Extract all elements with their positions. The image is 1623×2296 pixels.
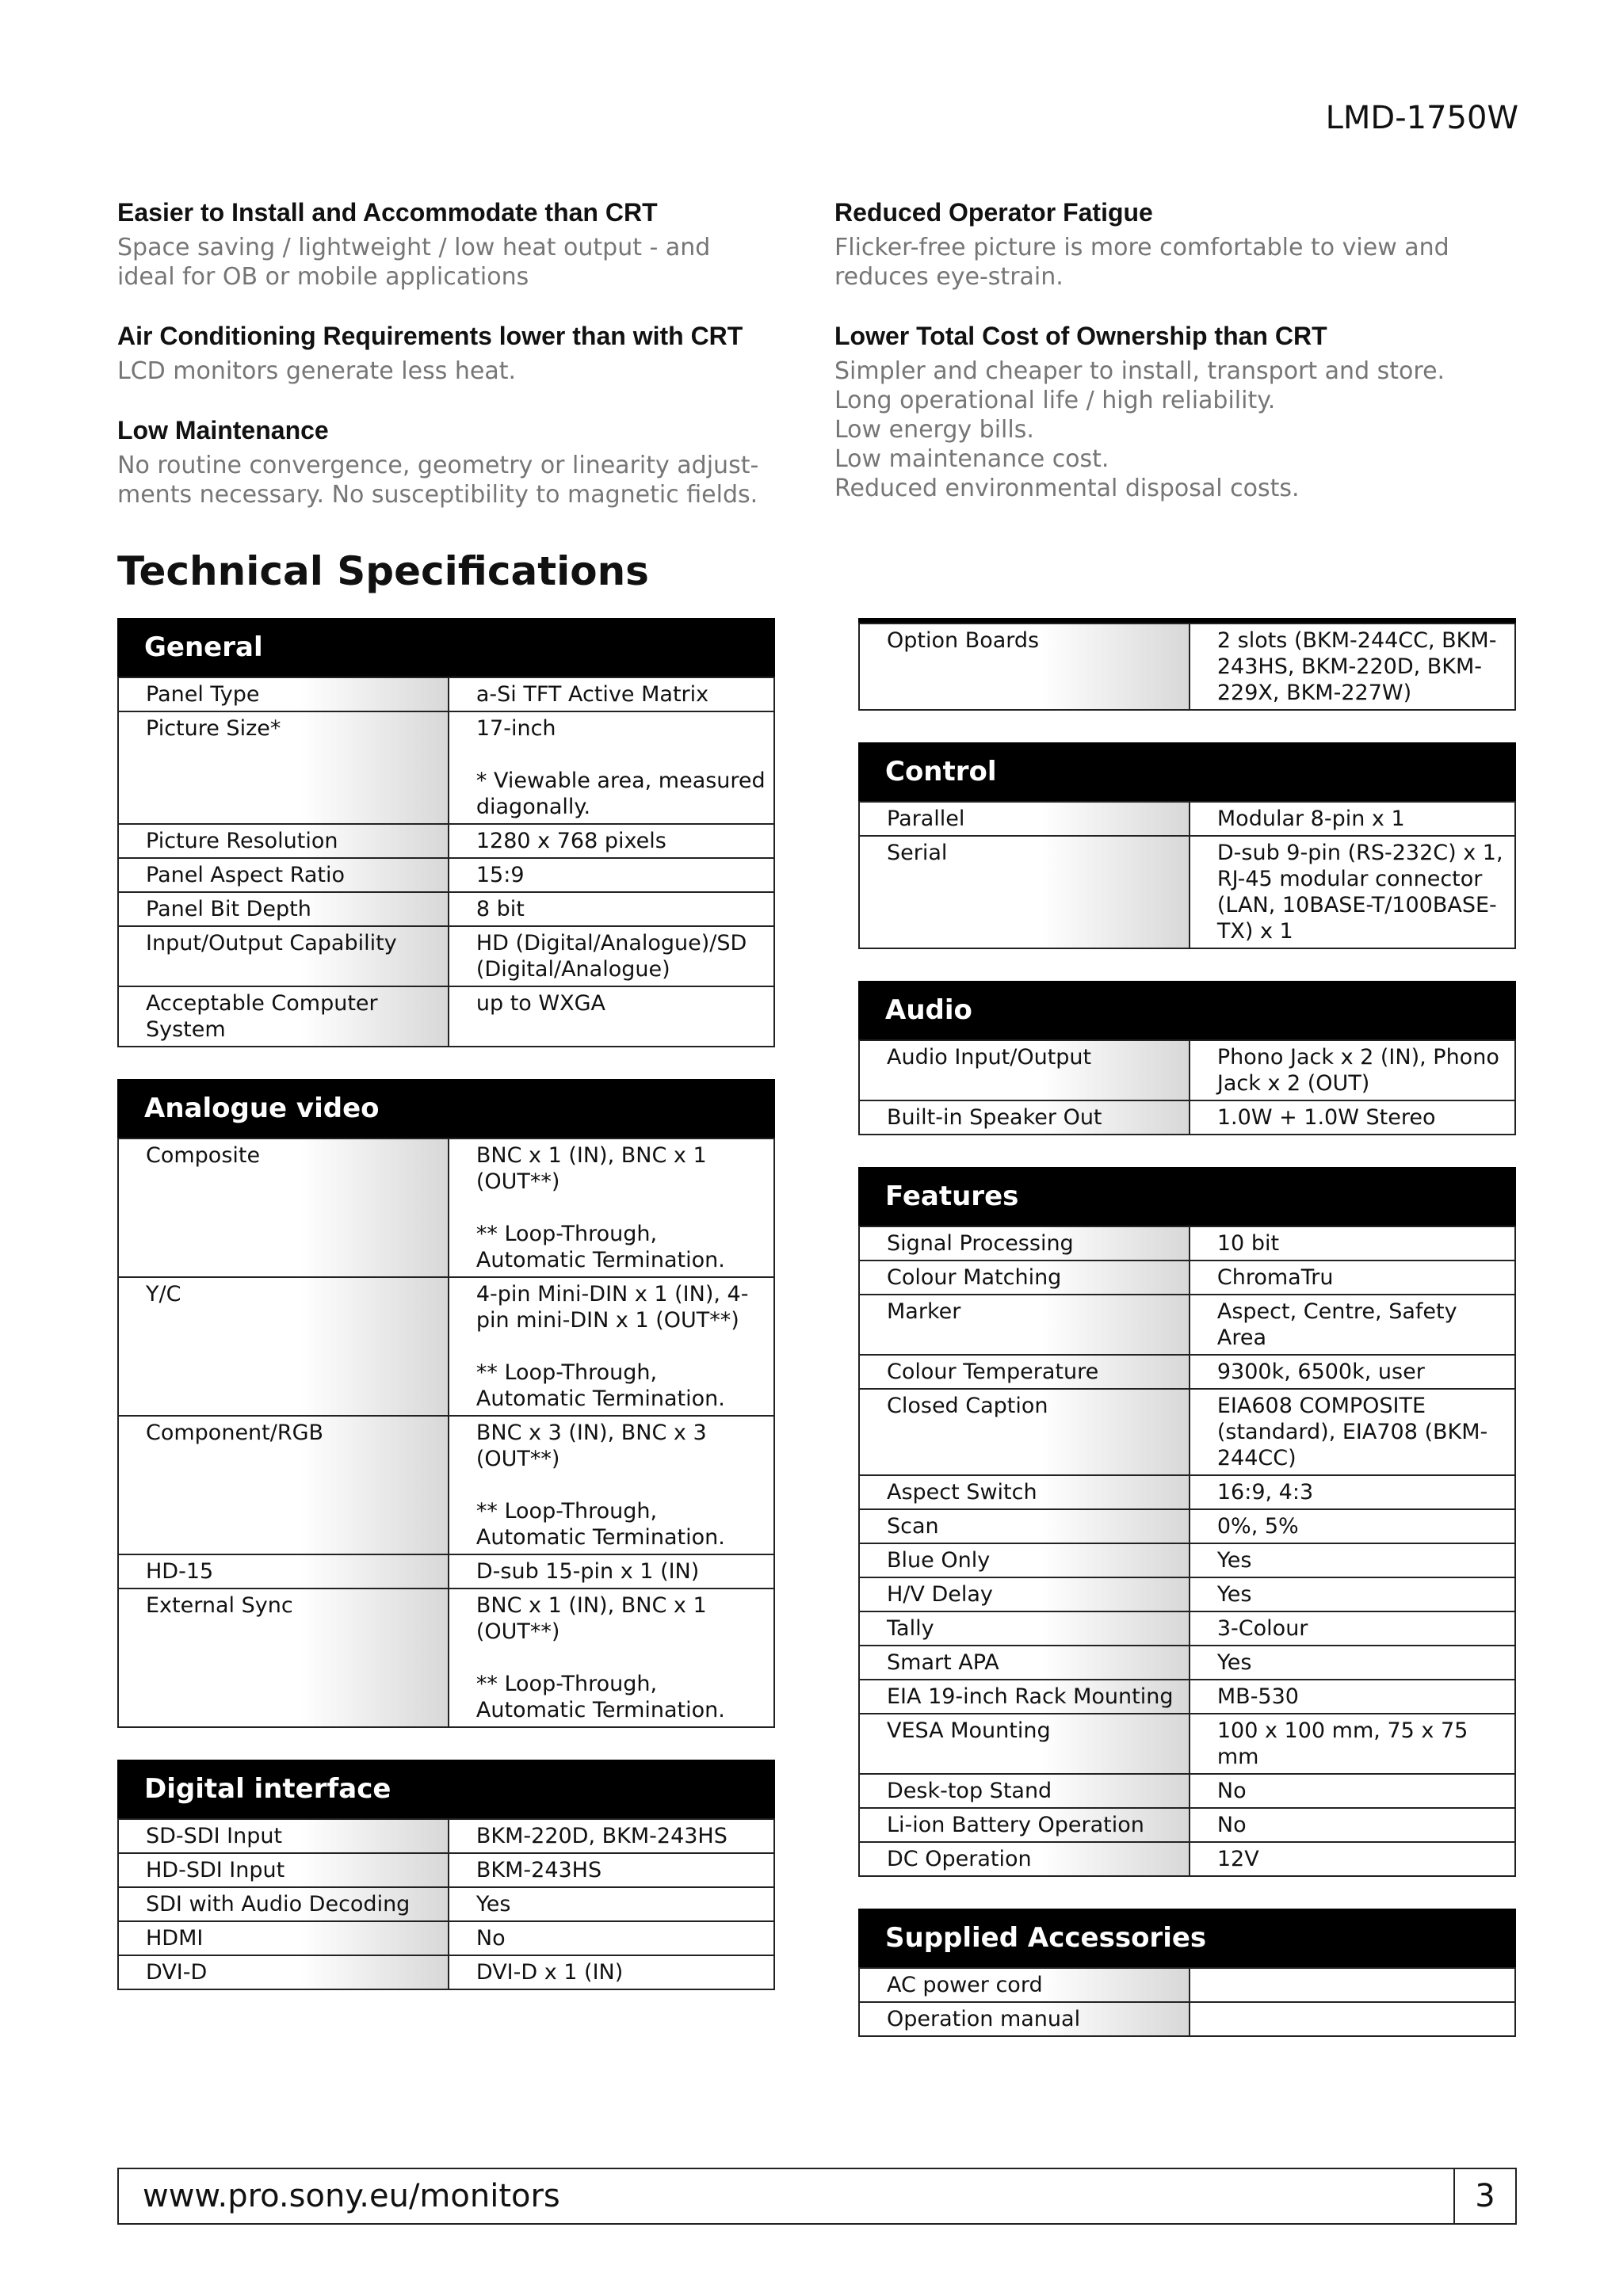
spec-value-cell [449, 1138, 774, 1277]
spec-label: Colour Temperature [859, 1355, 1190, 1389]
spec-value: Yes [1216, 1582, 1252, 1607]
spec-value: 1.0W + 1.0W Stereo [1216, 1105, 1436, 1130]
spec-value: D-sub 15-pin x 1 (IN) [475, 1559, 700, 1584]
spec-label: Panel Type [118, 677, 449, 711]
spec-label: Li-ion Battery Operation [859, 1808, 1190, 1842]
spec-label: AC power cord [859, 1968, 1190, 2002]
feature-item [117, 320, 799, 386]
feature-item [117, 414, 799, 509]
spec-row [118, 677, 774, 711]
spec-value: DVI-D x 1 (IN) [475, 1960, 624, 1985]
feature-text-line: Low maintenance cost. [834, 445, 1109, 473]
spec-value-cell [449, 824, 774, 858]
spec-value: 17-inch [475, 716, 556, 741]
spec-value: HD (Digital/Analogue)/SD (Digital/Analogue) [475, 931, 747, 982]
spec-row [859, 1577, 1515, 1611]
spec-value-cell [1190, 624, 1515, 710]
spec-row [859, 1774, 1515, 1808]
spec-label: SDI with Audio Decoding [118, 1887, 449, 1921]
spec-label: Built-in Speaker Out [859, 1100, 1190, 1135]
spec-value-cell [1190, 1611, 1515, 1646]
spec-row [859, 1680, 1515, 1714]
section-heading: General [117, 618, 775, 677]
spec-label: Operation manual [859, 2002, 1190, 2036]
spec-label: Input/Output Capability [118, 926, 449, 986]
spec-row [859, 1808, 1515, 1842]
spec-label: SD-SDI Input [118, 1819, 449, 1853]
spec-table [858, 623, 1516, 711]
spec-label: Marker [859, 1295, 1190, 1355]
spec-value: 10 bit [1216, 1231, 1280, 1256]
spec-value-cell [1190, 1543, 1515, 1577]
spec-value: Yes [1216, 1650, 1252, 1675]
spec-table [858, 1039, 1516, 1135]
spec-value: BNC x 3 (IN), BNC x 3 (OUT**) [475, 1421, 707, 1471]
spec-value: Phono Jack x 2 (IN), Phono Jack x 2 (OUT) [1216, 1045, 1499, 1096]
spec-row [118, 986, 774, 1047]
feature-text-line: ideal for OB or mobile applications [117, 263, 529, 291]
feature-heading: Low Maintenance [117, 416, 329, 444]
spec-value-cell [1190, 1261, 1515, 1295]
spec-table [858, 1967, 1516, 2037]
spec-value: 0%, 5% [1216, 1514, 1299, 1539]
section-digital-interface [117, 1760, 775, 1990]
spec-value: MB-530 [1216, 1684, 1299, 1709]
spec-label: Acceptable Computer System [118, 986, 449, 1047]
spec-value: a-Si TFT Active Matrix [475, 682, 709, 707]
spec-value-cell [1190, 1295, 1515, 1355]
spec-value-cell [1190, 1968, 1515, 2002]
spec-value-cell [449, 711, 774, 824]
feature-text-line: Long operational life / high reliability. [834, 387, 1276, 414]
section-heading: Control [858, 742, 1516, 801]
spec-label: Tally [859, 1611, 1190, 1646]
section-analogue-video [117, 1079, 775, 1728]
spec-label: DVI-D [118, 1955, 449, 1989]
spec-row [118, 1589, 774, 1727]
spec-value: 16:9, 4:3 [1216, 1480, 1314, 1505]
spec-row [859, 836, 1515, 948]
spec-label: Blue Only [859, 1543, 1190, 1577]
footer-url-link[interactable]: www.pro.sony.eu/monitors [143, 2178, 560, 2214]
spec-note: ** Loop-Through, Automatic Termination. [475, 1222, 725, 1272]
spec-value: No [1216, 1813, 1247, 1837]
spec-row [859, 1646, 1515, 1680]
spec-row [859, 802, 1515, 836]
spec-value: BKM-243HS [475, 1858, 602, 1882]
spec-row [118, 1416, 774, 1554]
feature-heading: Air Conditioning Requirements lower than with CRT [117, 322, 743, 350]
section-supplied-accessories [858, 1909, 1516, 2037]
spec-table [858, 801, 1516, 949]
spec-row [859, 1040, 1515, 1100]
spec-value: 100 x 100 mm, 75 x 75 mm [1216, 1718, 1468, 1769]
spec-value: 8 bit [475, 897, 525, 921]
spec-row [859, 1611, 1515, 1646]
spec-row [859, 1355, 1515, 1389]
spec-row [859, 1389, 1515, 1475]
spec-label: HD-15 [118, 1554, 449, 1589]
feature-text-line: reduces eye-strain. [834, 263, 1064, 291]
spec-row [859, 1543, 1515, 1577]
spec-value-cell [449, 1554, 774, 1589]
spec-label: Audio Input/Output [859, 1040, 1190, 1100]
spec-value-cell [449, 986, 774, 1047]
feature-text-line: No routine convergence, geometry or linearity adjust- [117, 452, 759, 479]
spec-value: up to WXGA [475, 991, 605, 1016]
spec-row [118, 1955, 774, 1989]
spec-label: Panel Bit Depth [118, 892, 449, 926]
spec-label: Desk-top Stand [859, 1774, 1190, 1808]
spec-value-cell [1190, 2002, 1515, 2036]
spec-label: EIA 19-inch Rack Mounting [859, 1680, 1190, 1714]
spec-row [859, 1842, 1515, 1876]
spec-value-cell [1190, 1714, 1515, 1774]
spec-value: Yes [475, 1892, 511, 1917]
feature-heading: Reduced Operator Fatigue [834, 198, 1153, 227]
spec-value-cell [449, 892, 774, 926]
spec-row [859, 1100, 1515, 1135]
spec-value-cell [1190, 1577, 1515, 1611]
features-right-column [834, 196, 1516, 538]
spec-row [118, 1819, 774, 1853]
spec-label: Signal Processing [859, 1226, 1190, 1261]
spec-value: BNC x 1 (IN), BNC x 1 (OUT**) [475, 1143, 707, 1194]
spec-row [118, 926, 774, 986]
spec-label: External Sync [118, 1589, 449, 1727]
spec-label: DC Operation [859, 1842, 1190, 1876]
spec-value-cell [449, 1277, 774, 1416]
section-heading: Digital interface [117, 1760, 775, 1818]
spec-row [118, 892, 774, 926]
spec-label: Picture Size* [118, 711, 449, 824]
feature-heading: Easier to Install and Accommodate than CRT [117, 198, 658, 227]
section-option-boards [858, 618, 1516, 711]
feature-item [834, 320, 1516, 503]
spec-row [859, 1509, 1515, 1543]
spec-label: Scan [859, 1509, 1190, 1543]
spec-value: ChromaTru [1216, 1265, 1334, 1290]
model-name: LMD-1750W [1325, 100, 1518, 136]
feature-text-line: ments necessary. No susceptibility to magnetic fields. [117, 481, 758, 509]
spec-row [859, 1714, 1515, 1774]
spec-value-cell [449, 858, 774, 892]
section-features [858, 1167, 1516, 1877]
specs-right-column [858, 618, 1516, 2069]
spec-value-cell [449, 1887, 774, 1921]
spec-table [117, 1138, 775, 1728]
spec-row [118, 1554, 774, 1589]
spec-row [859, 1226, 1515, 1261]
spec-row [859, 1968, 1515, 2002]
spec-value: Aspect, Centre, Safety Area [1216, 1299, 1457, 1350]
spec-value: 9300k, 6500k, user [1216, 1360, 1425, 1384]
feature-highlights [117, 196, 1516, 538]
spec-note: ** Loop-Through, Automatic Termination. [475, 1360, 725, 1411]
spec-value-cell [1190, 1774, 1515, 1808]
feature-heading: Lower Total Cost of Ownership than CRT [834, 322, 1327, 350]
spec-value: 3-Colour [1216, 1616, 1308, 1641]
feature-text-line: LCD monitors generate less heat. [117, 357, 517, 385]
specs-left-column [117, 618, 775, 2022]
spec-value: D-sub 9-pin (RS-232C) x 1, RJ-45 modular connector (LAN, 10BASE-T/100BASE-TX) x 1 [1216, 841, 1503, 944]
spec-table [117, 677, 775, 1047]
spec-value: Modular 8-pin x 1 [1216, 807, 1405, 831]
spec-value: BNC x 1 (IN), BNC x 1 (OUT**) [475, 1593, 707, 1644]
spec-value-cell [1190, 1100, 1515, 1135]
section-audio [858, 981, 1516, 1135]
spec-value-cell [1190, 802, 1515, 836]
spec-table [117, 1818, 775, 1990]
spec-label: Smart APA [859, 1646, 1190, 1680]
feature-text-line: Space saving / lightweight / low heat output - and [117, 234, 711, 261]
spec-value: No [1216, 1779, 1247, 1803]
spec-label: HD-SDI Input [118, 1853, 449, 1887]
spec-value: BKM-220D, BKM-243HS [475, 1824, 727, 1848]
spec-value-cell [1190, 1842, 1515, 1876]
page-number: 3 [1453, 2169, 1515, 2223]
feature-item [117, 196, 799, 292]
spec-value-cell [1190, 1646, 1515, 1680]
features-left-column [117, 196, 799, 538]
spec-value: No [475, 1926, 506, 1951]
spec-value-cell [449, 1416, 774, 1554]
spec-label: Parallel [859, 802, 1190, 836]
spec-row [859, 1475, 1515, 1509]
spec-value-cell [1190, 1680, 1515, 1714]
spec-value-cell [1190, 1808, 1515, 1842]
spec-value-cell [1190, 1226, 1515, 1261]
spec-value: EIA608 COMPOSITE (standard), EIA708 (BKM-244CC) [1216, 1394, 1488, 1470]
spec-value-cell [1190, 1475, 1515, 1509]
spec-label: VESA Mounting [859, 1714, 1190, 1774]
spec-row [118, 858, 774, 892]
spec-value-cell [449, 1853, 774, 1887]
spec-row [118, 1921, 774, 1955]
spec-value-cell [1190, 836, 1515, 948]
spec-value-cell [449, 926, 774, 986]
spec-note: ** Loop-Through, Automatic Termination. [475, 1672, 725, 1722]
spec-label: Option Boards [859, 624, 1190, 710]
feature-text-line: Simpler and cheaper to install, transport and store. [834, 357, 1445, 385]
spec-row [118, 711, 774, 824]
spec-label: Serial [859, 836, 1190, 948]
spec-value-cell [1190, 1040, 1515, 1100]
spec-label: Colour Matching [859, 1261, 1190, 1295]
spec-value-cell [449, 677, 774, 711]
spec-label: Component/RGB [118, 1416, 449, 1554]
spec-row [859, 1261, 1515, 1295]
spec-row [118, 1277, 774, 1416]
section-general [117, 618, 775, 1047]
spec-label: Panel Aspect Ratio [118, 858, 449, 892]
feature-text-line: Flicker-free picture is more comfortable to view and [834, 234, 1449, 261]
spec-row [859, 2002, 1515, 2036]
spec-label: H/V Delay [859, 1577, 1190, 1611]
spec-value: 4-pin Mini-DIN x 1 (IN), 4-pin mini-DIN x 1 (OUT**) [475, 1282, 749, 1333]
spec-value-cell [1190, 1355, 1515, 1389]
spec-row [118, 824, 774, 858]
spec-row [118, 1853, 774, 1887]
spec-row [859, 1295, 1515, 1355]
spec-row [118, 1138, 774, 1277]
spec-label: HDMI [118, 1921, 449, 1955]
spec-label: Y/C [118, 1277, 449, 1416]
section-heading: Features [858, 1167, 1516, 1226]
spec-value: 2 slots (BKM-244CC, BKM-243HS, BKM-220D, BKM-229X, BKM-227W) [1216, 628, 1497, 705]
spec-value-cell [449, 1589, 774, 1727]
spec-value-cell [449, 1955, 774, 1989]
section-heading: Analogue video [117, 1079, 775, 1138]
section-heading: Supplied Accessories [858, 1909, 1516, 1967]
spec-label: Picture Resolution [118, 824, 449, 858]
spec-value: Yes [1216, 1548, 1252, 1573]
spec-value-cell [1190, 1509, 1515, 1543]
spec-label: Closed Caption [859, 1389, 1190, 1475]
spec-note: * Viewable area, measured diagonally. [475, 769, 766, 819]
feature-text-line: Reduced environmental disposal costs. [834, 475, 1300, 502]
section-heading: Audio [858, 981, 1516, 1039]
spec-value-cell [449, 1921, 774, 1955]
spec-value-cell [1190, 1389, 1515, 1475]
spec-value: 15:9 [475, 863, 525, 887]
spec-value: 1280 x 768 pixels [475, 829, 666, 853]
spec-table [858, 1226, 1516, 1877]
spec-row [859, 624, 1515, 710]
spec-row [118, 1887, 774, 1921]
spec-label: Composite [118, 1138, 449, 1277]
page-footer [117, 2168, 1517, 2225]
spec-value-cell [449, 1819, 774, 1853]
spec-label: Aspect Switch [859, 1475, 1190, 1509]
section-control [858, 742, 1516, 949]
feature-item [834, 196, 1516, 292]
feature-text-line: Low energy bills. [834, 416, 1034, 444]
specs-title: Technical Specifications [117, 548, 649, 594]
spec-note: ** Loop-Through, Automatic Termination. [475, 1499, 725, 1550]
spec-value: 12V [1216, 1847, 1259, 1871]
